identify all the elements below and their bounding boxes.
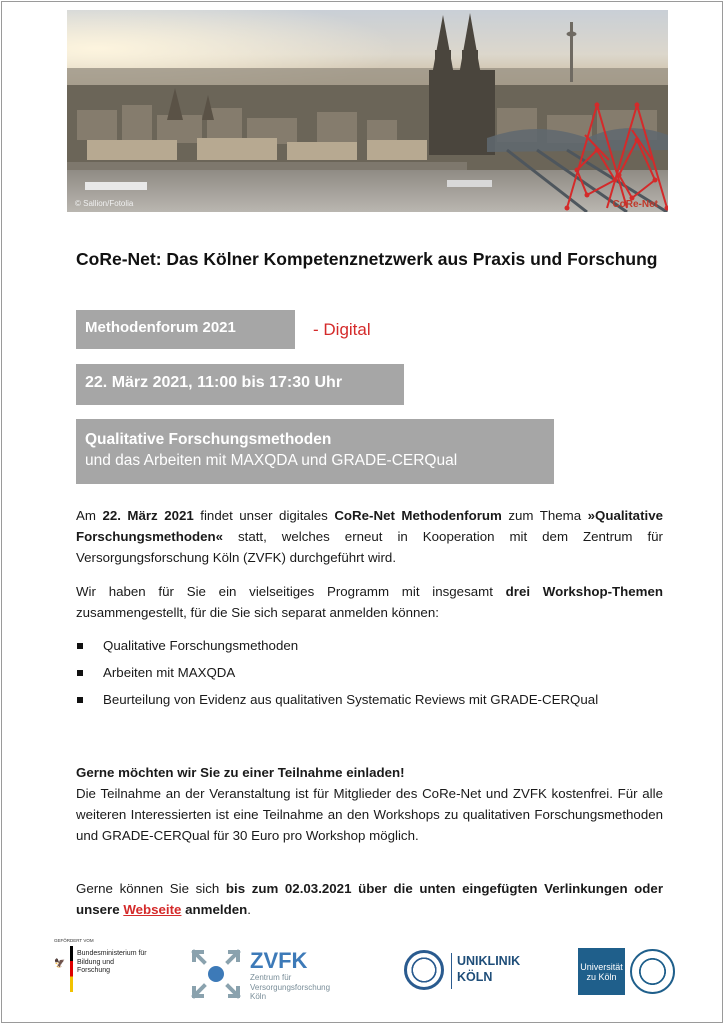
eagle-icon: 🦅 <box>54 958 66 968</box>
list-item: Beurteilung von Evidenz aus qualitativen Systematic Reviews mit GRADE-CERQual <box>76 689 663 710</box>
german-flag-bar <box>70 946 73 992</box>
topic-line-2: und das Arbeiten mit MAXQDA und GRADE-CERQual <box>85 452 458 469</box>
invitation-heading: Gerne möchten wir Sie zu einer Teilnahme einladen! <box>76 765 405 780</box>
funding-note: GEFÖRDERT VOM <box>54 938 94 943</box>
hero-image <box>67 10 668 212</box>
cologne-skyline-illustration <box>67 10 668 212</box>
intro-paragraph: Am 22. März 2021 findet unser digitales CoRe-Net Methodenforum zum Thema »Qualitative Forschungsmethoden« statt, welches erneut in Kooperation mit dem Zentrum für Versorgungsforschung Köln (ZVFK) durchgeführt wird. <box>76 508 663 565</box>
uniklinik-name: UNIKLINIK KÖLN <box>457 954 521 984</box>
uni-koeln-logo[interactable] <box>578 946 678 998</box>
uniklinik-logo[interactable] <box>404 947 534 999</box>
list-item: Arbeiten mit MAXQDA <box>76 662 663 683</box>
registration-paragraph: Gerne können Sie sich bis zum 02.03.2021 über die unten eingefügten Verlinkungen oder unsere Webseite anmelden. <box>76 881 663 917</box>
methodenforum-box: Methodenforum 2021 <box>76 310 295 349</box>
uni-koeln-name: Universität zu Köln <box>578 948 625 995</box>
divider <box>451 953 452 989</box>
website-link[interactable]: Webseite <box>123 902 182 917</box>
program-paragraph: Wir haben für Sie ein vielseitiges Programm mit insgesamt drei Workshop-Themen zusammengestellt, für die Sie sich separat anmelden können: <box>76 584 663 620</box>
uni-koeln-seal-icon <box>630 949 675 994</box>
invitation-body: Die Teilnahme an der Veranstaltung ist für Mitglieder des CoRe-Net und ZVFK kostenfrei. Für alle weiteren Interessierten ist eine Teilnahme an den Workshops zu qualitativen Forschungsmethoden und GRADE-CERQual für 30 Euro pro Workshop möglich. <box>76 786 663 843</box>
page-title: CoRe-Net: Das Kölner Kompetenznetzwerk aus Praxis und Forschung <box>76 249 658 269</box>
topic-line-1: Qualitative Forschungsmethoden <box>85 431 332 448</box>
core-net-logo-label: CoRe-Net <box>612 199 658 210</box>
zvfk-name: ZVFK <box>250 948 308 973</box>
invitation-paragraph <box>76 762 663 846</box>
photo-credit: © Sallion/Fotolia <box>75 199 134 208</box>
bmbf-name: Bundesministerium für Bildung und Forschung <box>77 950 147 974</box>
zvfk-arrows-icon <box>188 946 244 1002</box>
list-item: Qualitative Forschungsmethoden <box>76 635 663 656</box>
workshop-list <box>76 635 663 716</box>
digital-label: - Digital <box>313 320 371 339</box>
bmbf-logo[interactable] <box>43 934 147 1006</box>
topic-box <box>76 419 554 484</box>
uniklinik-seal-icon <box>404 950 444 990</box>
zvfk-subtitle: Zentrum für Versorgungsforschung Köln <box>250 973 331 1001</box>
event-date-box: 22. März 2021, 11:00 bis 17:30 Uhr <box>76 364 404 405</box>
zvfk-logo[interactable] <box>188 946 363 1006</box>
